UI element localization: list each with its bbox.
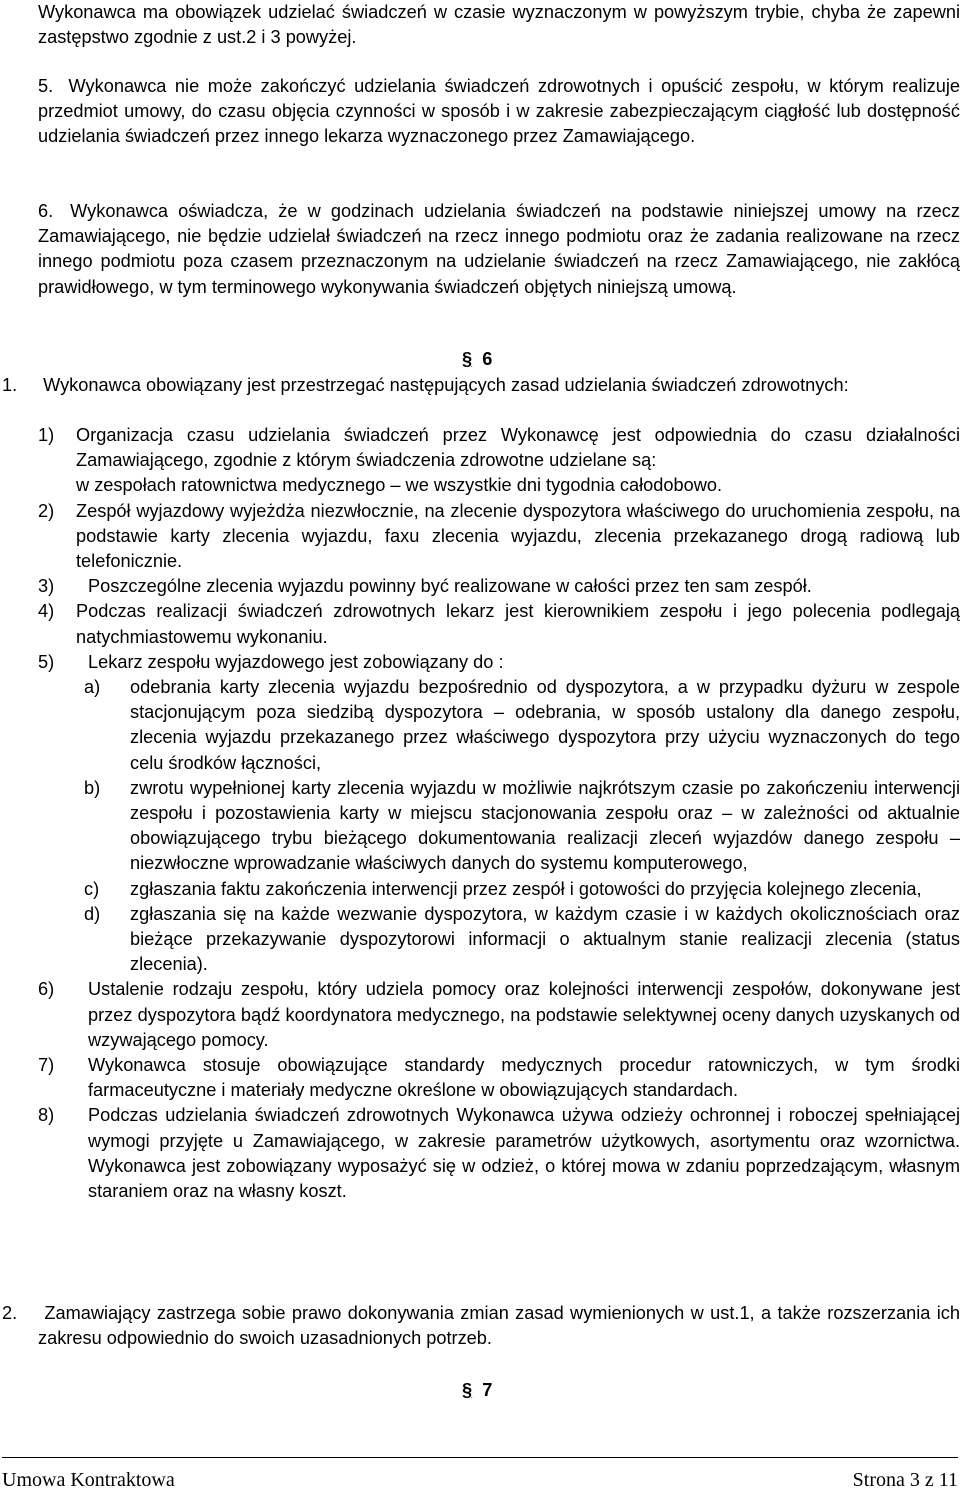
list-item — [38, 599, 960, 649]
item-number: 8) — [38, 1105, 55, 1126]
section-number: 7 — [482, 1380, 493, 1400]
item-text: Podczas realizacji świadczeń zdrowotnych lekarz jest kierownikiem zespołu i jego polecenia podlegają natychmiastowemu wykonaniu. — [76, 601, 960, 647]
item-number: 4) — [38, 601, 55, 622]
item-number: 2) — [38, 500, 55, 521]
section-7-heading — [462, 1378, 492, 1403]
list-item — [38, 499, 960, 575]
item-number: 6) — [38, 979, 55, 1000]
paragraph-5-text: Wykonawca nie może zakończyć udzielania świadczeń zdrowotnych i opuścić zespołu, w którym realizuje przedmiot umowy, do czasu objęcia czynności w sposób i w zakresie zabezpieczającym ciągłość lub dostępność udzielania świadczeń przez innego lekarza wyznaczonego przez Zamawiającego. — [38, 76, 960, 147]
section-6-heading — [462, 347, 492, 372]
item-text: Organizacja czasu udzielania świadczeń przez Wykonawcę jest odpowiednia do czasu działalności Zamawiającego, zgodnie z którym świadczenia zdrowotne udzielane są: — [76, 425, 960, 471]
item-extra: w zespołach ratownictwa medycznego – we wszystkie dni tygodnia całodobowo. — [76, 475, 722, 496]
intro-paragraph: Wykonawca ma obowiązek udzielać świadczeń w czasie wyznaczonym w powyższym trybie, chyba że zapewni zastępstwo zgodnie z ust.2 i 3 powyżej. — [38, 2, 960, 48]
section-sign: § — [462, 349, 473, 369]
point-2-text: Zamawiający zastrzega sobie prawo dokonywania zmian zasad wymienionych w ust.1, a także rozszerzania ich zakresu odpowiednio do swoich uzasadnionych potrzeb. — [38, 1303, 960, 1349]
list-item — [38, 423, 960, 499]
list-item — [38, 1103, 960, 1204]
item-text: Zespół wyjazdowy wyjeżdża niezwłocznie, na zlecenie dyspozytora właściwego do uruchomienia zespołu, na podstawie karty zlecenia wyjazdu, faxu zlecenia wyjazdu, zlecenia przekazanego drogą radiową lub telefonicznie. — [76, 500, 960, 572]
subitem-label: c) — [84, 878, 100, 899]
subitem — [84, 902, 960, 978]
subitem-text: zwrotu wypełnionej karty zlecenia wyjazdu w możliwie najkrótszym czasie po zakończeniu interwencji zespołu i pozostawienia karty w miejscu stacjonowania zespołu oraz – w zależności od aktualnie obowiązującego trybu bieżącego dokumentowania realizacji zleceń wyjazdów danego zespołu – niezwłoczne wprowadzanie właściwych danych do systemu komputerowego, — [130, 777, 960, 874]
point-1 — [2, 373, 960, 398]
item-number: 5) — [38, 651, 55, 672]
point-1-text: Wykonawca obowiązany jest przestrzegać następujących zasad udzielania świadczeń zdrowotnych: — [43, 375, 849, 395]
section-sign: § — [462, 1380, 473, 1400]
paragraph-5 — [38, 74, 960, 150]
paragraph-6 — [38, 199, 960, 300]
point-1-number: 1. — [2, 375, 18, 395]
paragraph-6-text: Wykonawca oświadcza, że w godzinach udzielania świadczeń na podstawie niniejszej umowy na rzecz Zamawiającego, nie będzie udzielał świadczeń na rzecz innego podmiotu oraz że zadania realizowane na rzecz innego podmiotu poza czasem przeznaczonym na udzielanie świadczeń na rzecz Zamawiającego, nie zakłócą prawidłowego, w tym terminowego wykonywania świadczeń objętych niniejszą umową. — [38, 201, 960, 297]
paragraph-5-number: 5. — [38, 76, 54, 96]
subitem — [84, 675, 960, 776]
subitem-label: a) — [84, 677, 101, 698]
list-item — [38, 574, 960, 599]
point-2-number: 2. — [2, 1303, 18, 1323]
item-text: Ustalenie rodzaju zespołu, który udziela pomocy oraz kolejności interwencji zespołów, dokonywane jest przez dyspozytora bądź koordynatora medycznego, na podstawie selektywnej oceny danych uzyskanych od wzywającego pomocy. — [88, 979, 960, 1050]
item-text: Podczas udzielania świadczeń zdrowotnych Wykonawca używa odzieży ochronnej i roboczej spełniającej wymogi przyjęte u Zamawiającego, w zakresie parametrów użytkowych, asortymentu oraz wzornictwa. Wykonawca jest zobowiązany wyposażyć się w odzież, o której mowa w zdaniu poprzedzającym, własnym staraniem oraz na własny koszt. — [88, 1105, 960, 1202]
footer-title: Umowa Kontraktowa — [2, 1469, 175, 1491]
item-text: Lekarz zespołu wyjazdowego jest zobowiązany do : — [88, 651, 504, 672]
footer-page-number: Strona 3 z 11 — [852, 1469, 958, 1491]
list-item — [38, 1053, 960, 1103]
list-item — [38, 977, 960, 1053]
paragraph-6-number: 6. — [38, 201, 54, 221]
subitem-label: d) — [84, 903, 101, 924]
item-text: Poszczególne zlecenia wyjazdu powinny być realizowane w całości przez ten sam zespół. — [88, 576, 812, 597]
subitem-text: odebrania karty zlecenia wyjazdu bezpośrednio od dyspozytora, a w przypadku dyżuru w zespole stacjonującym poza siedzibą dyspozytora – odebrania, w sposób ustalony dla danego zespołu, zlecenia wyjazdu przekazanego przez właściwego dyspozytora przy użyciu wyznaczonych do tego celu środków łączności, — [130, 677, 960, 773]
list-item — [38, 650, 960, 675]
subitem — [84, 877, 960, 902]
subitem-text: zgłaszania się na każde wezwanie dyspozytora, w każdym czasie i w każdych okolicznościach oraz bieżące przekazywanie dyspozytorowi informacji o aktualnym stanie realizacji zlecenia (status zlecenia). — [130, 903, 960, 975]
section-number: 6 — [482, 349, 493, 369]
item-number: 1) — [38, 425, 55, 445]
subitem-text: zgłaszania faktu zakończenia interwencji przez zespół i gotowości do przyjęcia kolejnego zlecenia, — [130, 878, 922, 899]
subitem — [84, 776, 960, 877]
item-number: 7) — [38, 1055, 55, 1076]
item-text: Wykonawca stosuje obowiązujące standardy medycznych procedur ratowniczych, w tym środki farmaceutyczne i materiały medyczne określone w obowiązujących standardach. — [88, 1055, 960, 1101]
item-list — [38, 423, 960, 1204]
page-footer — [2, 1457, 958, 1498]
subitem-label: b) — [84, 777, 101, 798]
item-number: 3) — [38, 576, 55, 597]
point-2 — [2, 1301, 960, 1351]
